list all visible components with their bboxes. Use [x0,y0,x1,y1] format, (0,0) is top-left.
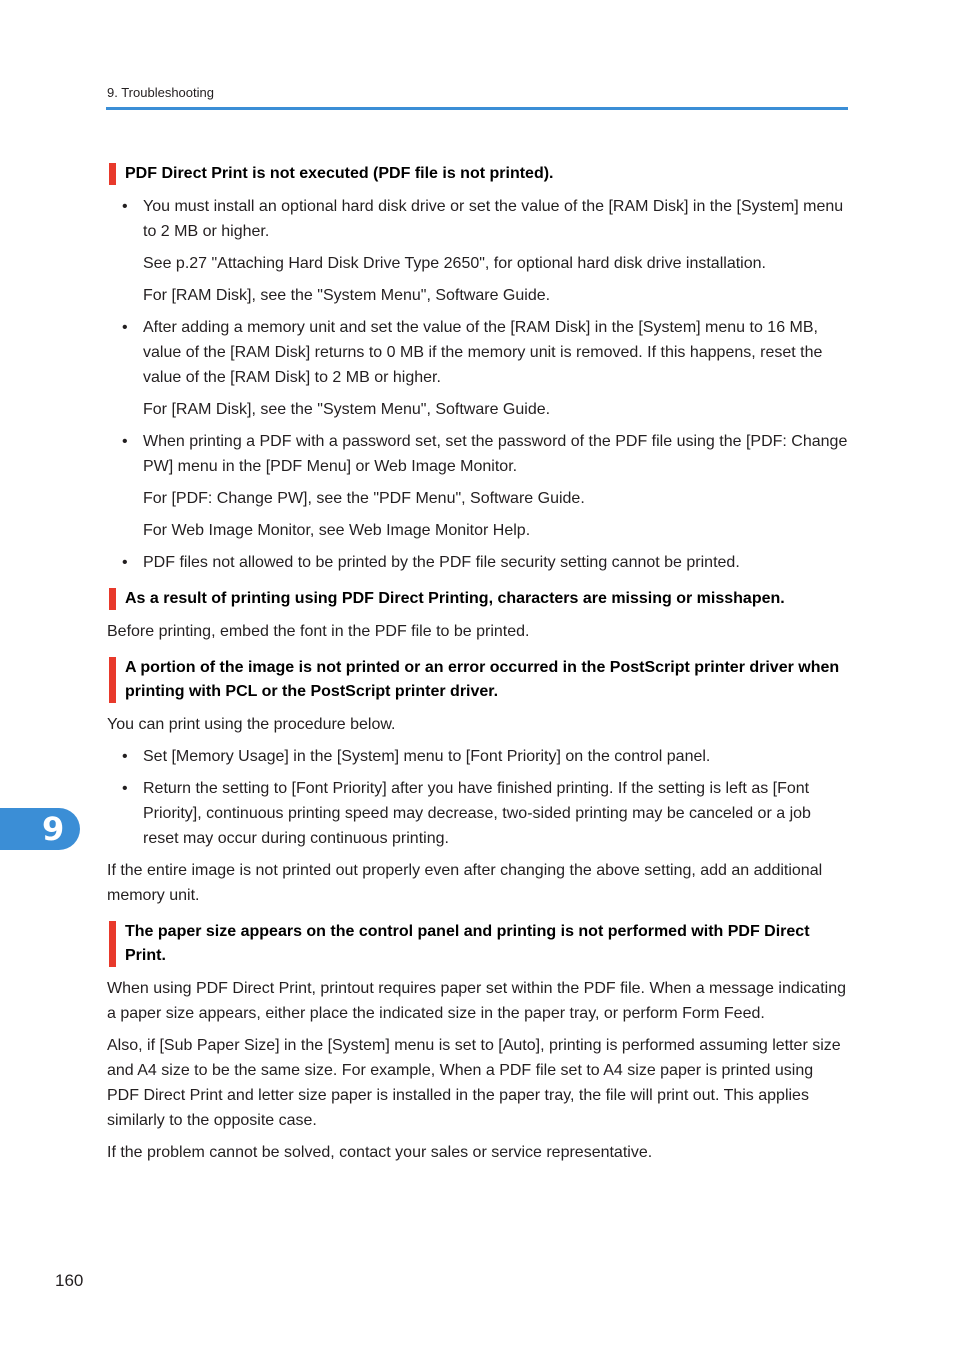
section-heading [107,920,849,968]
section-heading [107,162,849,186]
chapter-tab [0,808,80,850]
heading-marker [109,163,116,185]
bullet-icon: • [122,554,128,571]
note: For Web Image Monitor, see Web Image Monitor Help. [143,522,531,539]
chapter-number: 9 [42,810,65,848]
header-rule [106,107,848,110]
bullet-icon: • [122,198,128,215]
list-item: • After adding a memory unit and set the value of the [RAM Disk] in the [System] menu to 16 MB, value of the [RAM Disk] returns to 0 MB if the memory unit is removed. If this happens, reset the value of the [RAM Disk] to 2 MB or higher. [107,315,849,390]
paragraph: If the entire image is not printed out properly even after changing the above setting, add an additional memory unit. [107,862,823,904]
section-title: PDF Direct Print is not executed (PDF file is not printed). [125,165,554,182]
note: See p.27 "Attaching Hard Disk Drive Type 2650", for optional hard disk drive installation. [143,255,766,272]
section-heading [107,587,849,611]
heading-marker [109,588,116,610]
paragraph: If the problem cannot be solved, contact your sales or service representative. [107,1144,653,1161]
bullet-icon: • [122,433,128,450]
paragraph: You can print using the procedure below. [107,716,396,733]
note: For [RAM Disk], see the "System Menu", Software Guide. [143,401,551,418]
bullet-icon: • [122,780,128,797]
bullet-list [107,429,849,479]
bullet-list [107,744,849,851]
list-item: • You must install an optional hard disk drive or set the value of the [RAM Disk] in the [System] menu to 2 MB or higher. [107,194,849,244]
paragraph: Also, if [Sub Paper Size] in the [System] menu is set to [Auto], printing is performed assuming letter size and A4 size to be the same size. For example, When a PDF file set to A4 size paper is printed using PDF Direct Print and letter size paper is installed in the paper tray, the file will print out. This applies similarly to the opposite case. [107,1037,841,1129]
list-item: • PDF files not allowed to be printed by the PDF file security setting cannot be printed. [107,550,849,575]
bullet-icon: • [122,319,128,336]
section-heading [107,656,849,704]
heading-marker [109,657,116,703]
page-content [107,162,849,1172]
bullet-list [107,550,849,575]
page-number: 160 [55,1271,84,1290]
heading-marker [109,921,116,967]
bullet-icon: • [122,748,128,765]
list-item: • Return the setting to [Font Priority] after you have finished printing. If the setting is left as [Font Priority], continuous printing speed may decrease, two-sided printing may be canceled or a job reset may occur during continuous printing. [107,776,849,851]
bullet-list [107,315,849,390]
section-title: The paper size appears on the control panel and printing is not performed with PDF Direct Print. [125,923,810,964]
paragraph: Before printing, embed the font in the PDF file to be printed. [107,623,530,640]
bullet-list [107,194,849,244]
running-header: 9. Troubleshooting [107,85,214,100]
note: For [PDF: Change PW], see the "PDF Menu", Software Guide. [143,490,585,507]
section-title: As a result of printing using PDF Direct Printing, characters are missing or misshapen. [125,590,785,607]
note: For [RAM Disk], see the "System Menu", Software Guide. [143,287,551,304]
section-title: A portion of the image is not printed or an error occurred in the PostScript printer driver when printing with PCL or the PostScript printer driver. [125,659,840,700]
paragraph: When using PDF Direct Print, printout requires paper set within the PDF file. When a message indicating a paper size appears, either place the indicated size in the paper tray, or perform Form Feed. [107,980,846,1022]
list-item: • When printing a PDF with a password set, set the password of the PDF file using the [PDF: Change PW] menu in the [PDF Menu] or Web Image Monitor. [107,429,849,479]
list-item: • Set [Memory Usage] in the [System] menu to [Font Priority] on the control panel. [107,744,849,769]
